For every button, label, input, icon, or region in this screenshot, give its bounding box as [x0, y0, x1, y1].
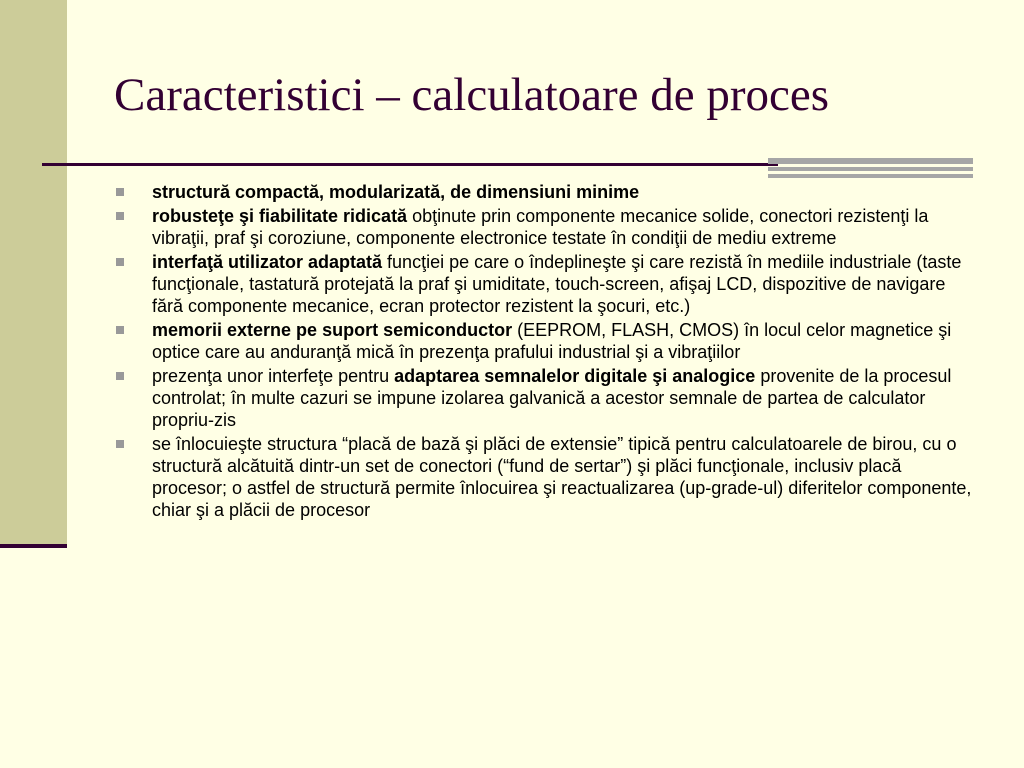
bullet-item — [112, 365, 972, 431]
square-bullet-icon — [116, 212, 124, 220]
square-bullet-icon — [116, 440, 124, 448]
bullet-bold: structură compactă, modularizată, de dimensiuni minime — [152, 182, 640, 202]
bullet-body: funcţiei pe care o îndeplineşte şi care rezistă în mediile industriale (taste funcţionale, tastatură protejată la praf şi umiditate, touch-screen, afişaj LCD, dispozitive de navigare fără componente mecanice, ecran protector rezistent la şocuri, etc.) — [152, 252, 962, 316]
bullet-item — [112, 251, 972, 317]
bullet-text — [152, 181, 972, 203]
slide-title: Caracteristici – calculatoare de proces — [114, 69, 830, 121]
bullet-body: (EEPROM, FLASH, CMOS) în locul celor magnetice şi optice care au anduranţă mică în prezenţa prafului industrial şi a vibraţiilor — [152, 320, 952, 362]
bullet-bold: memorii externe pe suport semiconductor — [152, 320, 513, 340]
bullet-text — [152, 205, 972, 249]
title-divider — [42, 163, 778, 166]
bullet-text — [152, 251, 972, 317]
bullet-item — [112, 433, 972, 521]
bullet-bold: interfaţă utilizator adaptată — [152, 252, 383, 272]
bullet-body: prezenţa unor interfeţe pentru — [152, 366, 395, 386]
accent-bar — [768, 167, 973, 171]
bullet-text — [152, 365, 972, 431]
bullet-item — [112, 181, 972, 203]
sidebar-decoration — [0, 0, 67, 545]
sidebar-divider — [0, 544, 67, 548]
bullet-body: se înlocuieşte structura “placă de bază şi plăci de extensie” tipică pentru calculatoarele de birou, cu o structură alcătuită dintr-un set de conectori (“fund de sertar”) şi plăci funcţionale, inclusiv placă procesor; o astfel de structură permite înlocuirea şi reactualizarea (up-grade-ul) diferitelor componente, chiar şi a plăcii de procesor — [152, 434, 972, 520]
bullet-body: obţinute prin componente mecanice solide, conectori rezistenţi la vibraţii, praf şi coroziune, componente electronice testate în condiţii de mediu extreme — [152, 206, 929, 248]
accent-bar — [768, 174, 973, 178]
bullet-item — [112, 319, 972, 363]
bullet-bold: robusteţe şi fiabilitate ridicată — [152, 206, 408, 226]
bullet-body: provenite de la procesul controlat; în multe cazuri se impune izolarea galvanică a acestor semnale de partea de calculator propriu-zis — [152, 366, 952, 430]
square-bullet-icon — [116, 326, 124, 334]
bullet-text — [152, 433, 972, 521]
bullet-list — [112, 181, 972, 523]
square-bullet-icon — [116, 188, 124, 196]
bullet-bold: adaptarea semnalelor digitale şi analogice — [394, 366, 756, 386]
bullet-item — [112, 205, 972, 249]
square-bullet-icon — [116, 372, 124, 380]
accent-bar — [768, 158, 973, 164]
square-bullet-icon — [116, 258, 124, 266]
bullet-text — [152, 319, 972, 363]
